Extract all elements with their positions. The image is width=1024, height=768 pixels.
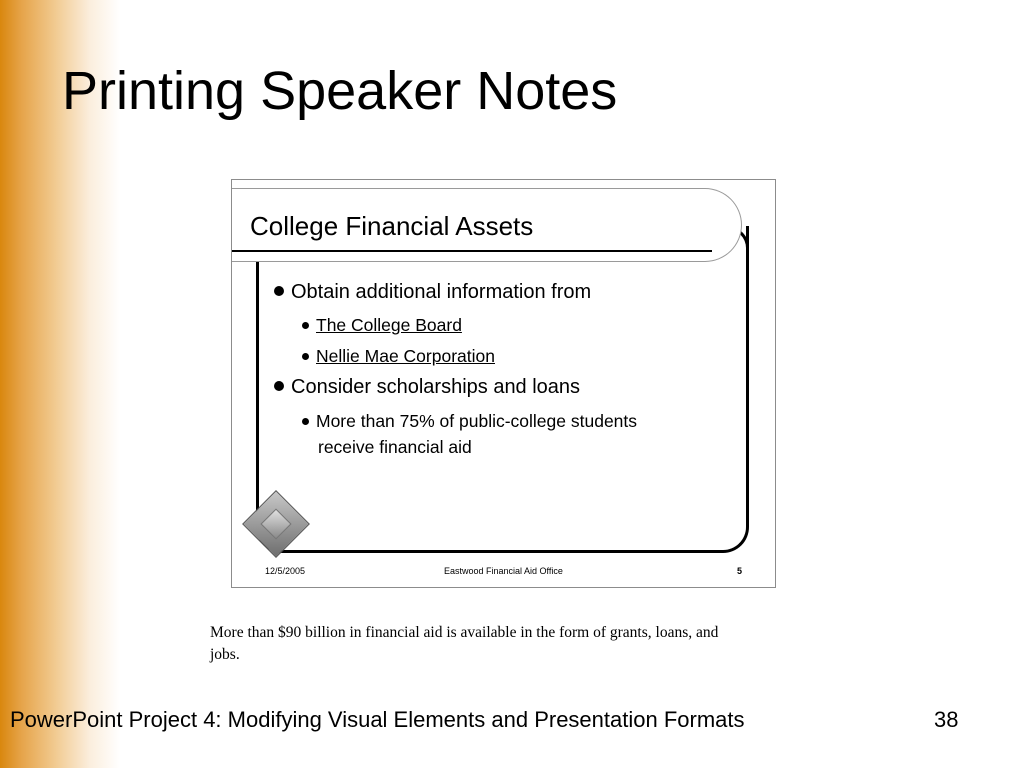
thumbnail-office: Eastwood Financial Aid Office [444, 566, 563, 576]
thumbnail-title: College Financial Assets [250, 211, 534, 241]
bullet-dot-icon [302, 418, 309, 425]
sub-bullet-nellie-mae [302, 346, 495, 367]
bullet-dot-icon [274, 286, 284, 296]
sub-bullet-financial-aid: More than 75% of public-college students [302, 411, 637, 432]
speaker-notes-line-2: jobs. [210, 646, 240, 663]
bullet-dot-icon [302, 353, 309, 360]
thumbnail-slide-number: 5 [737, 566, 743, 576]
bullet-dot-icon [302, 322, 309, 329]
nellie-mae-link[interactable]: Nellie Mae Corporation [316, 346, 495, 366]
thumbnail-title-rule [232, 250, 712, 252]
slide-title: Printing Speaker Notes [62, 61, 618, 121]
speaker-notes [210, 622, 800, 666]
bullet-dot-icon [274, 381, 284, 391]
thumbnail-date: 12/5/2005 [265, 566, 306, 576]
sub-bullet-financial-aid-cont: receive financial aid [318, 437, 472, 457]
slide-footer: PowerPoint Project 4: Modifying Visual Elements and Presentation Formats [10, 707, 745, 732]
slide-thumbnail [231, 179, 776, 588]
bullet-scholarships: Consider scholarships and loans [274, 376, 580, 399]
page-number: 38 [934, 707, 959, 732]
speaker-notes-line-1: More than $90 billion in financial aid is available in the form of grants, loans, and [210, 624, 719, 641]
sub-bullet-college-board [302, 315, 462, 336]
bullet-obtain-info: Obtain additional information from [274, 281, 591, 304]
college-board-link[interactable]: The College Board [316, 315, 462, 335]
